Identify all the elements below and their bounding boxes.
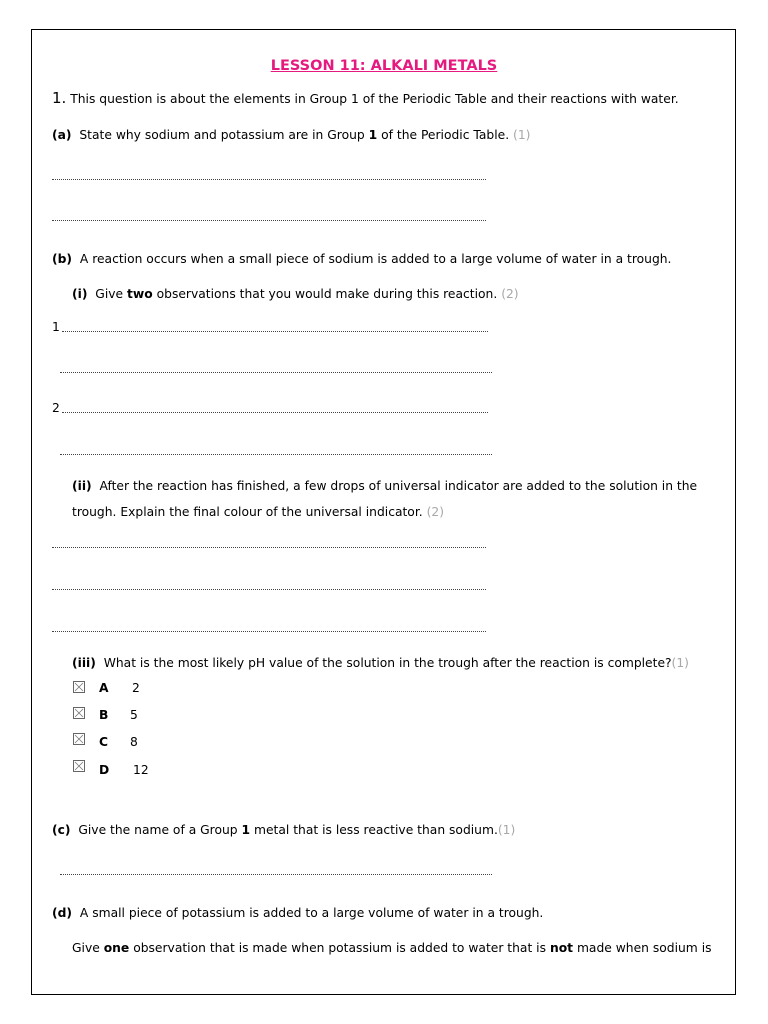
question-c — [52, 822, 515, 838]
answer-number-1: 1 — [52, 320, 60, 334]
cross-icon — [74, 734, 84, 744]
option-b-value: 5 — [130, 708, 138, 722]
question-d-bold-not: not — [549, 941, 574, 955]
question-c-text-post: metal that is less reactive than sodium. — [253, 823, 498, 837]
question-b-ii-line2 — [72, 504, 444, 520]
cross-icon — [74, 761, 84, 771]
question-b-i — [72, 286, 519, 302]
answer-line[interactable] — [52, 589, 486, 590]
question-d-text: A small piece of potassium is added to a large volume of water in a trough. — [79, 906, 544, 920]
option-d-letter: D — [99, 763, 110, 777]
answer-line[interactable] — [52, 547, 486, 548]
answer-number-2: 2 — [52, 401, 60, 415]
question-d-line2 — [72, 940, 712, 956]
question-b-ii-text-1: After the reaction has finished, a few drops of universal indicator are added to the solution in the — [99, 479, 698, 493]
question-1-intro — [52, 90, 679, 107]
question-d-line2-mid: observation that is made when potassium is added to water that is — [133, 941, 547, 955]
answer-line[interactable] — [60, 454, 492, 455]
question-b-ii-line1 — [72, 478, 697, 494]
option-b-checkbox[interactable] — [73, 707, 85, 719]
option-a-letter: A — [99, 681, 109, 695]
option-a-checkbox[interactable] — [73, 681, 85, 693]
question-a — [52, 127, 530, 143]
question-b-i-label: (i) — [72, 287, 88, 301]
question-b-ii-label: (ii) — [72, 479, 92, 493]
question-d-bold-one: one — [103, 941, 130, 955]
question-d-line2-pre: Give — [72, 941, 100, 955]
question-b-i-text-pre: Give — [95, 287, 124, 301]
question-b-i-marks: (2) — [501, 287, 519, 301]
option-d-checkbox[interactable] — [73, 760, 85, 772]
question-a-text2: of the Periodic Table. — [381, 128, 510, 142]
option-c-value: 8 — [130, 735, 138, 749]
answer-line[interactable] — [62, 331, 488, 332]
question-b-iii — [72, 655, 689, 671]
question-b — [52, 251, 671, 267]
option-c-checkbox[interactable] — [73, 733, 85, 745]
question-b-i-text-post: observations that you would make during this reaction. — [156, 287, 498, 301]
question-c-label: (c) — [52, 823, 71, 837]
question-b-ii-text-2: trough. Explain the final colour of the universal indicator. — [72, 505, 423, 519]
answer-line[interactable] — [60, 372, 492, 373]
question-d-line2-post: made when sodium is — [576, 941, 712, 955]
question-a-group: 1 — [368, 128, 378, 142]
question-b-text: A reaction occurs when a small piece of sodium is added to a large volume of water in a trough. — [79, 252, 672, 266]
question-intro-text: This question is about the elements in Group 1 of the Periodic Table and their reactions with water. — [70, 92, 679, 106]
question-d — [52, 905, 543, 921]
cross-icon — [74, 708, 84, 718]
question-c-text-pre: Give the name of a Group — [78, 823, 238, 837]
question-b-iii-text: What is the most likely pH value of the solution in the trough after the reaction is complete? — [103, 656, 672, 670]
question-b-label: (b) — [52, 252, 73, 266]
option-b-letter: B — [99, 708, 109, 722]
question-c-marks: (1) — [497, 823, 516, 837]
option-c-letter: C — [99, 735, 109, 749]
option-d-value: 12 — [133, 763, 149, 777]
answer-line[interactable] — [52, 179, 486, 180]
question-a-marks: (1) — [513, 128, 531, 142]
question-b-iii-label: (iii) — [72, 656, 96, 670]
answer-line[interactable] — [62, 412, 488, 413]
option-a-value: 2 — [132, 681, 140, 695]
page-title: LESSON 11: ALKALI METALS — [270, 58, 498, 74]
question-b-ii-marks: (2) — [426, 505, 445, 519]
question-c-group: 1 — [241, 823, 251, 837]
answer-line[interactable] — [52, 631, 486, 632]
question-number: 1. — [52, 89, 67, 107]
answer-line[interactable] — [60, 874, 492, 875]
question-b-i-bold: two — [127, 287, 153, 301]
answer-line[interactable] — [52, 220, 486, 221]
cross-icon — [74, 682, 84, 692]
question-d-label: (d) — [52, 906, 73, 920]
question-a-label: (a) — [52, 128, 72, 142]
question-b-iii-marks: (1) — [671, 656, 689, 670]
question-a-text: State why sodium and potassium are in Group — [79, 128, 365, 142]
